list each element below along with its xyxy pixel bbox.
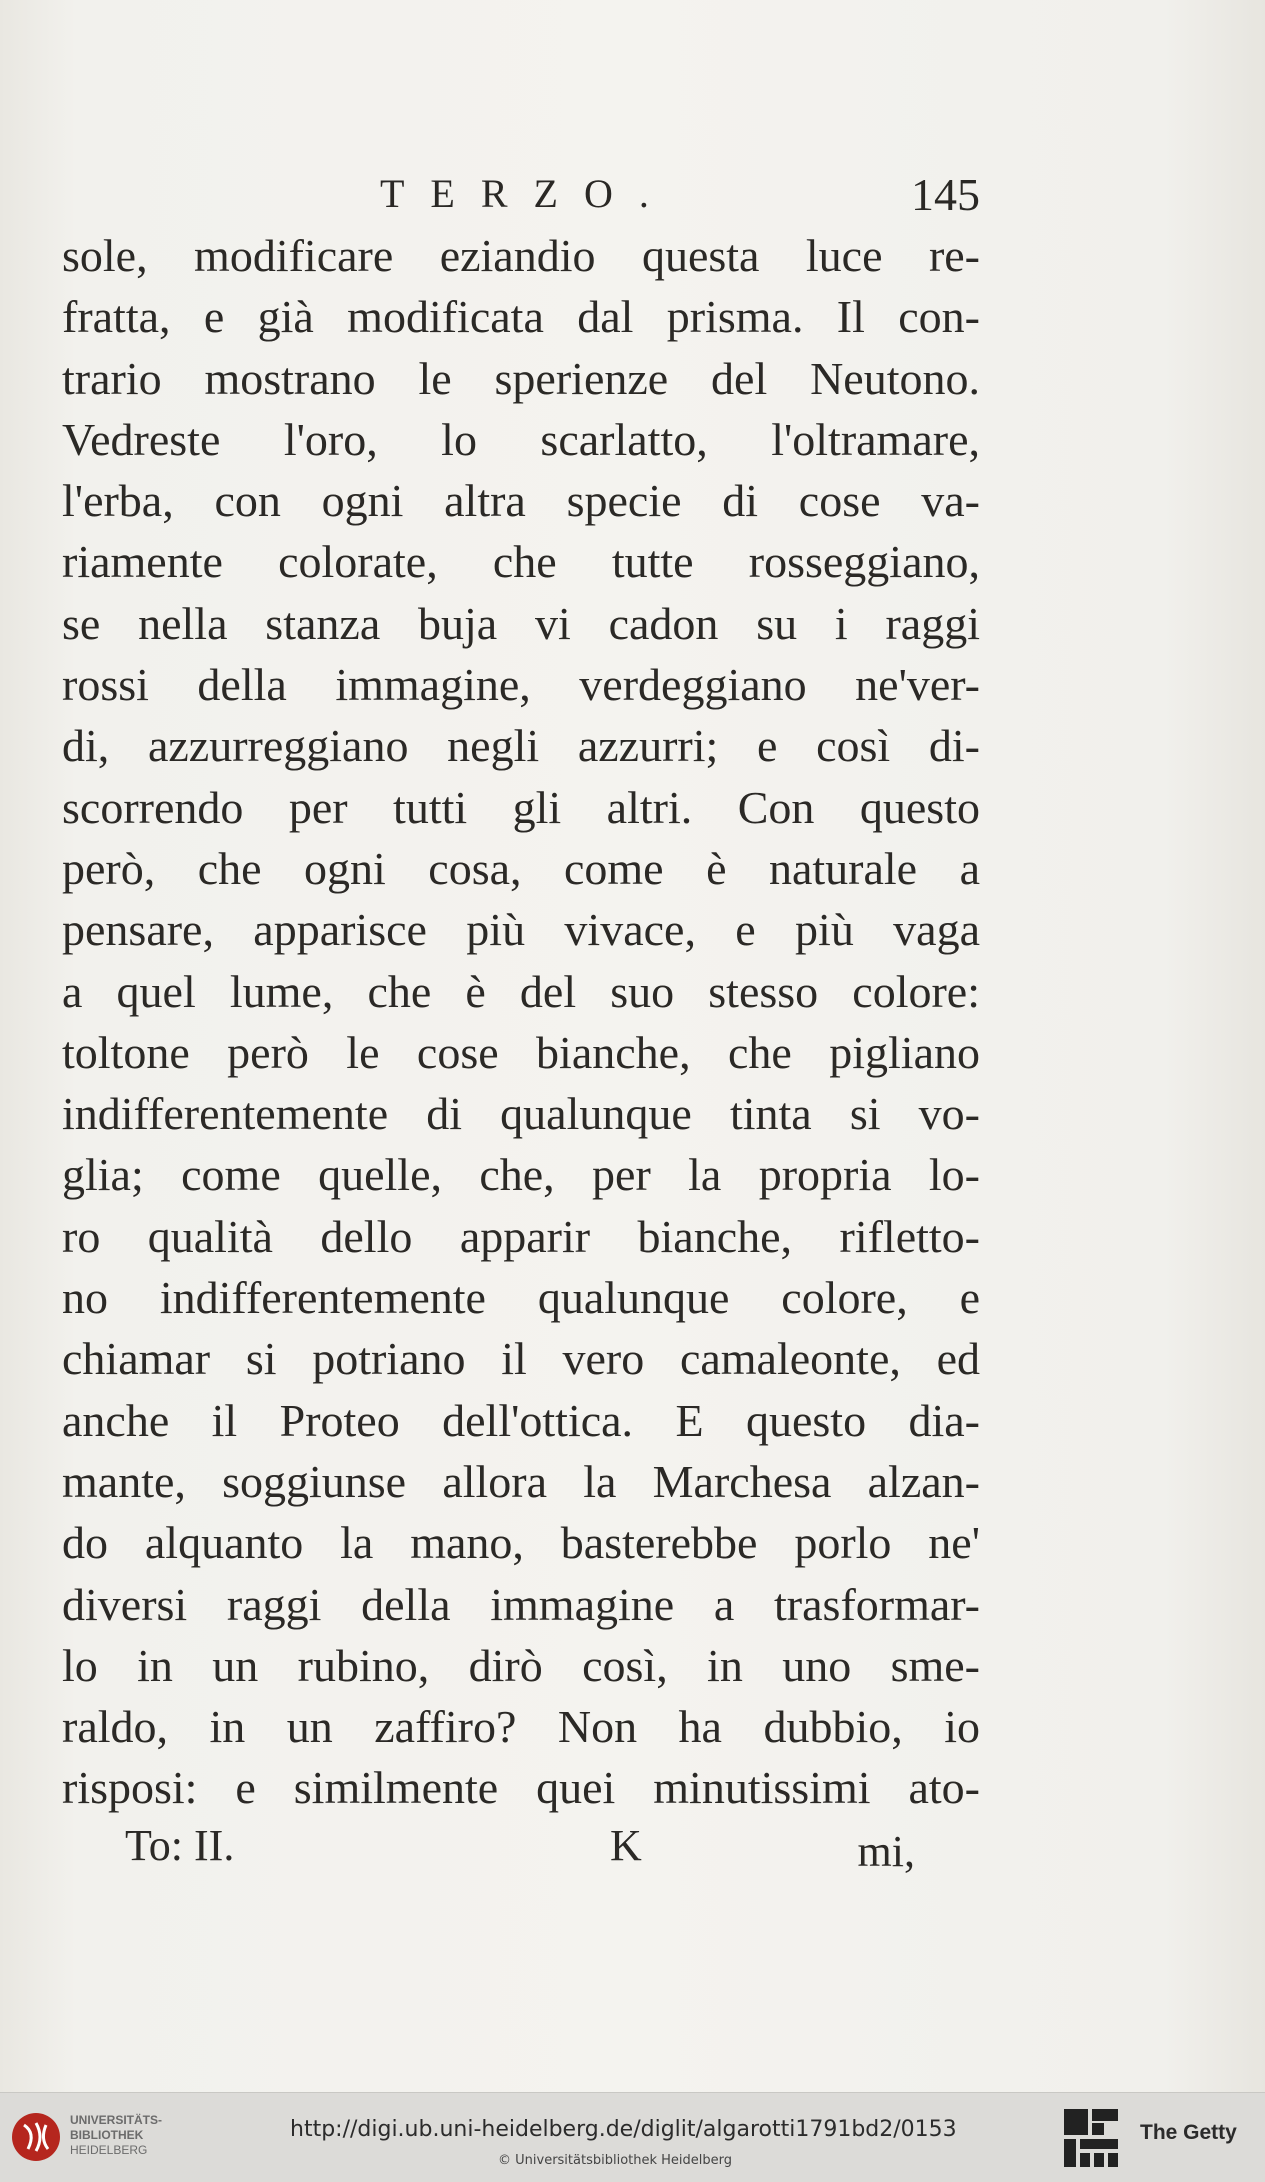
text-line: mante, soggiunse allora la Marchesa alzan- <box>62 1455 980 1507</box>
text-line: rossi della immagine, verdeggiano ne'ver- <box>62 659 980 711</box>
text-line: toltone però le cose bianche, che pigliano <box>62 1026 980 1078</box>
viewer-footer-bar <box>0 2092 1265 2182</box>
text-line: indifferentemente di qualunque tinta si vo- <box>62 1088 980 1140</box>
institution-line: HEIDELBERG <box>70 2143 148 2157</box>
partner-name: The Getty <box>1140 2121 1237 2144</box>
text-line: ro qualità dello apparir bianche, rifletto- <box>62 1210 980 1262</box>
text-line: se nella stanza buja vi cadon su i raggi <box>62 597 980 649</box>
volume-signature: To: II. <box>125 1821 235 1870</box>
text-line: però, che ogni cosa, come è naturale a <box>62 842 980 894</box>
text-line: raldo, in un zaffiro? Non ha dubbio, io <box>62 1701 980 1753</box>
text-line: glia; come quelle, che, per la propria lo- <box>62 1149 980 1201</box>
text-line: Vedreste l'oro, lo scarlatto, l'oltramare, <box>62 413 980 465</box>
running-head <box>60 170 980 230</box>
text-line: risposi: e similmente quei minutissimi ato- <box>62 1762 980 1814</box>
body-text <box>62 225 980 1819</box>
text-line: anche il Proteo dell'ottica. E questo dia- <box>62 1394 980 1446</box>
page-footer <box>125 1820 915 1880</box>
text-line: no indifferentemente qualunque colore, e <box>62 1272 980 1324</box>
getty-logo-icon <box>1062 2107 1120 2169</box>
permalink-url[interactable]: http://digi.ub.uni-heidelberg.de/diglit/algarotti1791bd2/0153 <box>290 2117 957 2142</box>
text-line: di, azzurreggiano negli azzurri; e così di- <box>62 720 980 772</box>
catchword: mi, <box>857 1827 915 1876</box>
signature-mark: K <box>610 1821 642 1870</box>
copyright-notice: © Universitätsbibliothek Heidelberg <box>498 2153 733 2168</box>
institution-line: BIBLIOTHEK <box>70 2128 144 2142</box>
text-line: riamente colorate, che tutte rosseggiano, <box>62 536 980 588</box>
institution-line: UNIVERSITÄTS- <box>70 2113 163 2127</box>
text-line: chiamar si potriano il vero camaleonte, ed <box>62 1333 980 1385</box>
text-line: do alquanto la mano, basterebbe porlo ne' <box>62 1517 980 1569</box>
text-line: a quel lume, che è del suo stesso colore: <box>62 965 980 1017</box>
text-line: scorrendo per tutti gli altri. Con questo <box>62 781 980 833</box>
text-line: diversi raggi della immagine a trasformar- <box>62 1578 980 1630</box>
text-line: pensare, apparisce più vivace, e più vaga <box>62 904 980 956</box>
institution-name <box>70 2113 162 2158</box>
text-line: fratta, e già modificata dal prisma. Il con- <box>62 291 980 343</box>
text-line: sole, modificare eziandio questa luce re- <box>62 230 980 281</box>
ub-heidelberg-logo-icon <box>10 2111 62 2163</box>
text-line: lo in un rubino, dirò così, in uno sme- <box>62 1639 980 1691</box>
running-title: TERZO. <box>380 171 675 216</box>
text-line: trario mostrano le sperienze del Neutono. <box>62 352 980 404</box>
page-number: 145 <box>911 169 980 220</box>
text-line: l'erba, con ogni altra specie di cose va- <box>62 475 980 527</box>
